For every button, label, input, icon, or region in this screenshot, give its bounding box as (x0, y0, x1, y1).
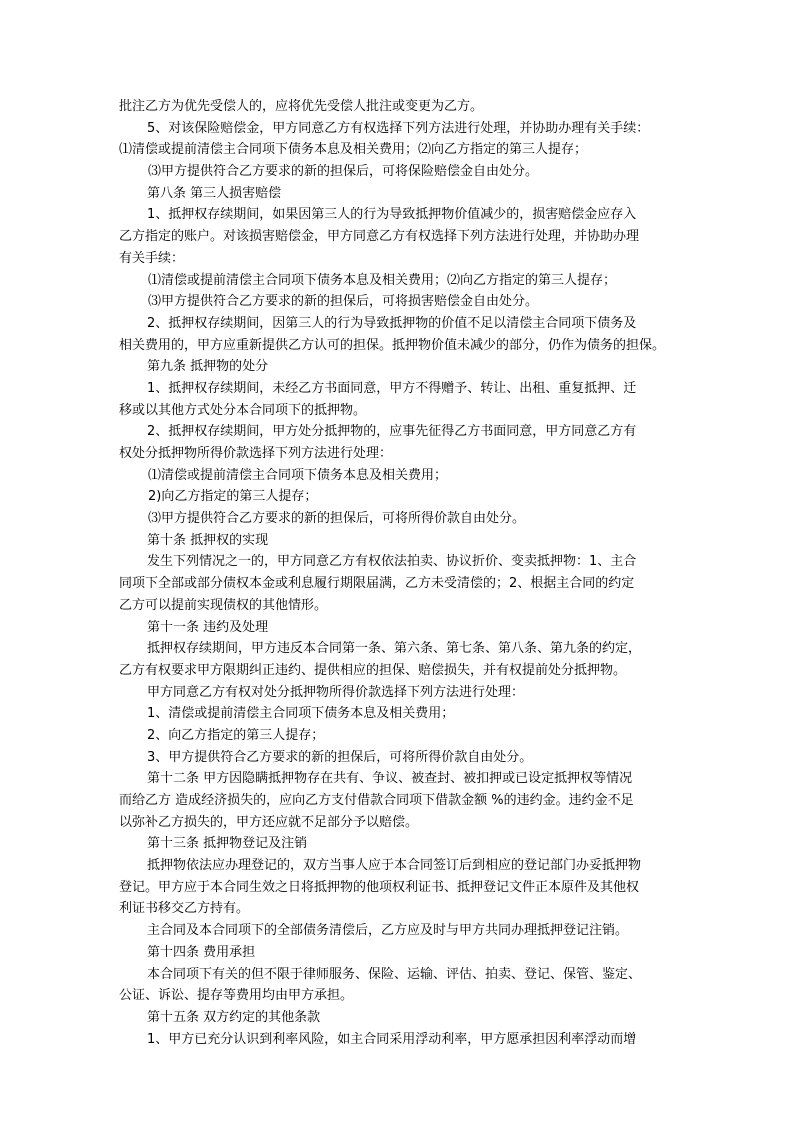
document-page (119, 96, 681, 1050)
text-line: 相关费用的，甲方应重新提供乙方认可的担保。抵押物价值未减少的部分，仍作为债务的担保。 (119, 337, 666, 353)
text-line: 2)向乙方指定的第三人提存； (148, 489, 318, 505)
text-line: 5、对该保险赔偿金，甲方同意乙方有权选择下列方法进行处理，并协助办理有关手续： (147, 120, 650, 136)
text-line: 第十四条 费用承担 (147, 944, 256, 960)
text-line: ⑴清偿或提前清偿主合同项下债务本息及相关费用； (148, 467, 448, 483)
text-line: 登记。甲方应于本合同生效之日将抵押物的他项权利证书、抵押登记文件正本原件及其他权 (119, 879, 640, 895)
text-line: 有关手续： (119, 250, 185, 266)
text-line: 抵押物依法应办理登记的，双方当事人应于本合同签订后到相应的登记部门办妥抵押物 (147, 858, 642, 874)
text-line: 批注乙方为优先受偿人的，应将优先受偿人批注或变更为乙方。 (119, 99, 484, 114)
text-line: 1、抵押权存续期间，如果因第三人的行为导致抵押物价值减少的，损害赔偿金应存入 (147, 207, 637, 223)
text-line: 2、向乙方指定的第三人提存； (147, 727, 325, 743)
text-line: 第八条 第三人损害赔偿 (147, 185, 282, 201)
text-line: ⑶甲方提供符合乙方要求的新的担保后，可将保险赔偿金自由处分。 (148, 164, 539, 180)
text-line: 第九条 抵押物的处分 (147, 359, 269, 375)
text-line: ⑶甲方提供符合乙方要求的新的担保后，可将损害赔偿金自由处分。 (148, 294, 539, 310)
text-line: 发生下列情况之一的，甲方同意乙方有权依法拍卖、协议折价、变卖抵押物：1、主合 (147, 554, 637, 570)
text-line: 2、抵押权存续期间，甲方处分抵押物的，应事先征得乙方书面同意，甲方同意乙方有 (147, 424, 637, 440)
text-line: 同项下全部或部分债权本金或利息履行期限届满，乙方未受清偿的；2、根据主合同的约定 (119, 576, 635, 592)
text-line: ⑶甲方提供符合乙方要求的新的担保后，可将所得价款自由处分。 (148, 511, 526, 527)
text-line: 权处分抵押物所得价款选择下列方法进行处理： (119, 446, 393, 461)
text-line: 第十一条 违约及处理 (147, 619, 269, 635)
text-line: 抵押权存续期间，甲方违反本合同第一条、第六条、第七条、第八条、第九条的约定， (147, 641, 642, 657)
text-line: 1、清偿或提前清偿主合同项下债务本息及相关费用； (147, 706, 455, 722)
text-line: 以弥补乙方损失的，甲方还应就不足部分予以赔偿。 (119, 814, 419, 830)
text-line: ⑴清偿或提前清偿主合同项下债务本息及相关费用；⑵向乙方指定的第三人提存； (119, 142, 588, 158)
text-line: 第十三条 抵押物登记及注销 (147, 836, 308, 852)
text-line: 3、甲方提供符合乙方要求的新的担保后，可将所得价款自由处分。 (147, 749, 533, 765)
text-line: 移或以其他方式处分本合同项下的抵押物。 (119, 402, 367, 418)
text-line: 1、甲方已充分认识到利率风险，如主合同采用浮动利率，甲方愿承担因利率浮动而增 (147, 1031, 637, 1047)
text-line: 第十五条 双方约定的其他条款 (147, 1009, 321, 1025)
text-line: 利证书移交乙方持有。 (119, 901, 250, 917)
text-line: 公证、诉讼、提存等费用均由甲方承担。 (119, 988, 354, 1004)
text-line: 2、抵押权存续期间，因第三人的行为导致抵押物的价值不足以清偿主合同项下债务及 (147, 315, 637, 331)
text-line: 而给乙方 造成经济损失的，应向乙方支付借款合同项下借款金额 %的违约金。违约金不足 (119, 793, 634, 808)
text-line: 本合同项下有关的但不限于律师服务、保险、运输、评估、拍卖、登记、保管、鉴定、 (147, 966, 642, 982)
text-line: 甲方同意乙方有权对处分抵押物所得价款选择下列方法进行处理： (147, 684, 525, 700)
text-line: 第十条 抵押权的实现 (147, 532, 269, 548)
text-line: 主合同及本合同项下的全部债务清偿后，乙方应及时与甲方共同办理抵押登记注销。 (147, 923, 629, 939)
text-line: 乙方有权要求甲方限期纠正违约、提供相应的担保、赔偿损失，并有权提前处分抵押物。 (119, 662, 627, 678)
text-line: 第十二条 甲方因隐瞒抵押物存在共有、争议、被查封、被扣押或已设定抵押权等情况 (147, 771, 633, 787)
text-line: ⑴清偿或提前清偿主合同项下债务本息及相关费用；⑵向乙方指定的第三人提存； (148, 272, 617, 288)
text-line: 1、抵押权存续期间，未经乙方书面同意，甲方不得赠予、转让、出租、重复抵押、迁 (147, 380, 637, 396)
text-line: 乙方指定的账户。对该损害赔偿金，甲方同意乙方有权选择下列方法进行处理，并协助办理 (119, 229, 640, 245)
text-line: 乙方可以提前实现债权的其他情形。 (119, 597, 328, 613)
